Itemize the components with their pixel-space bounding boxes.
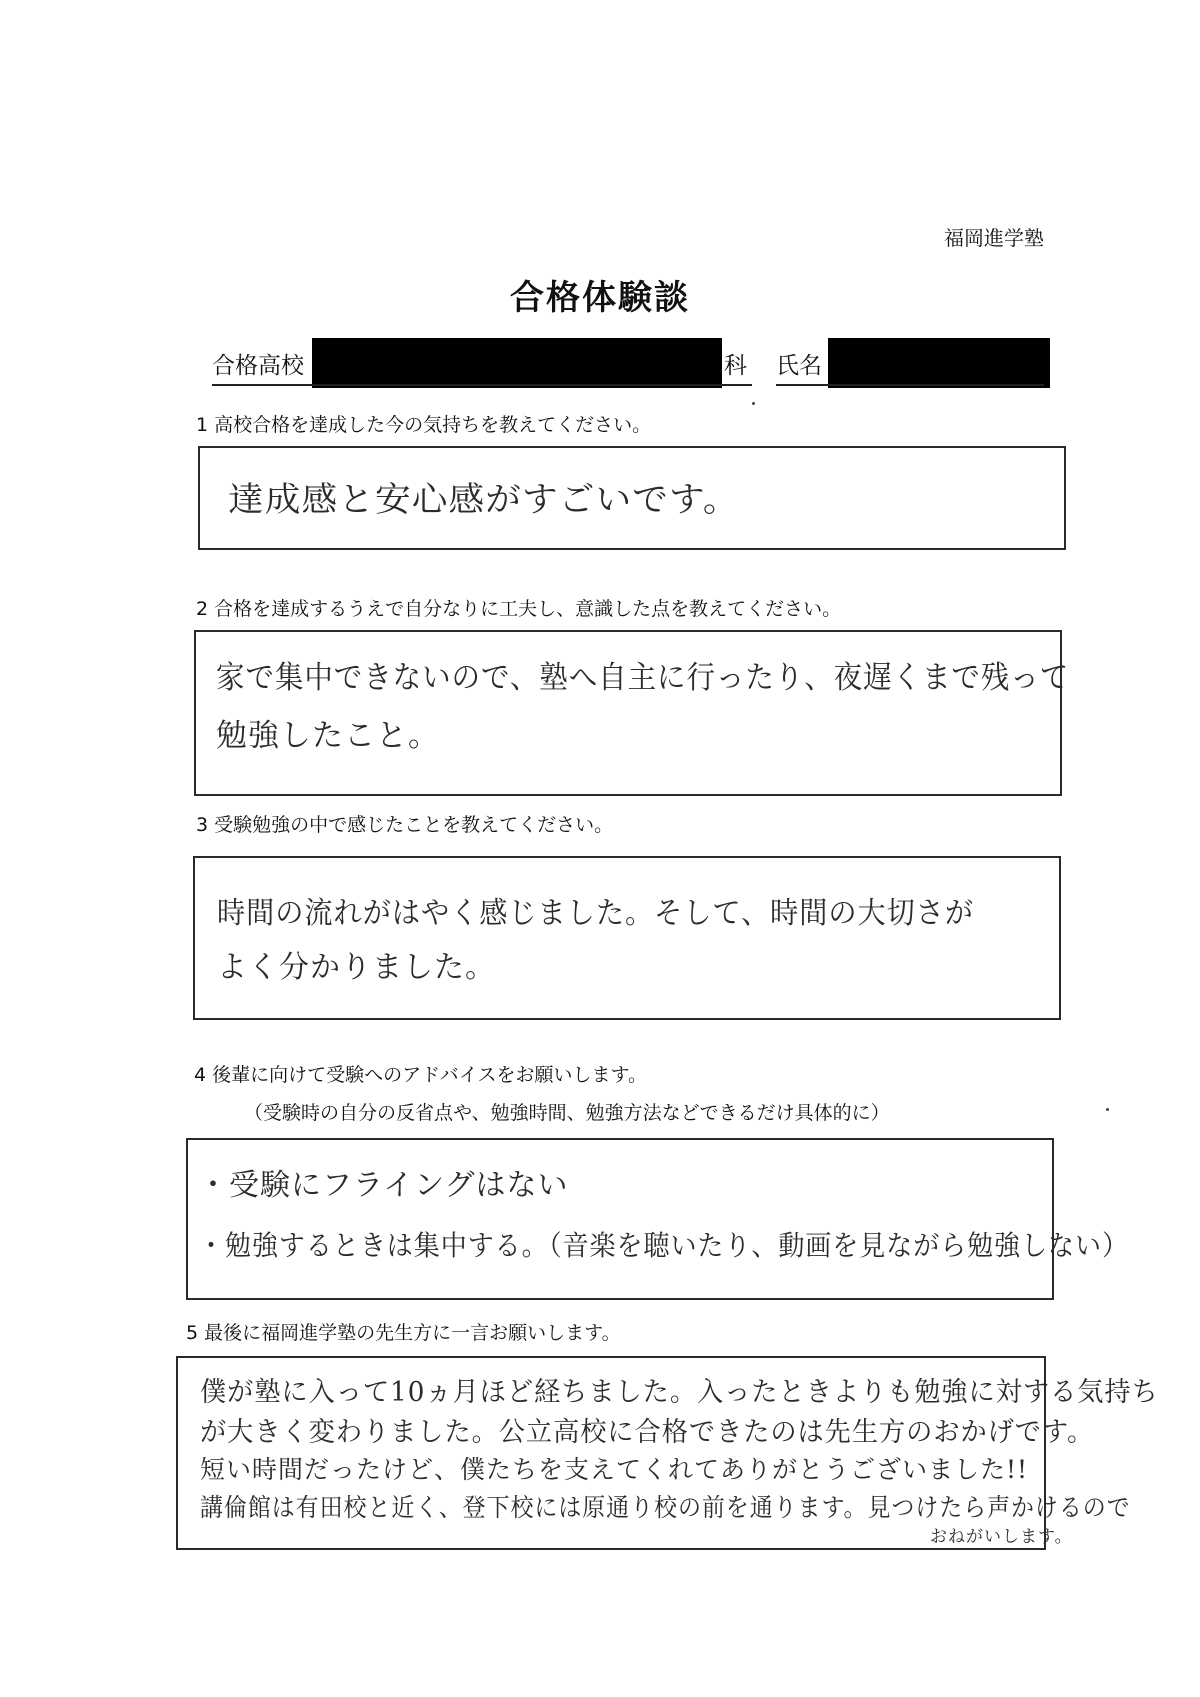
- course-label: 科: [724, 353, 747, 379]
- page-title: 合格体験談: [510, 278, 690, 318]
- scan-speck: [1106, 1108, 1109, 1111]
- answer-3-box: [193, 856, 1061, 1020]
- question-4-label: 4 後輩に向けて受験へのアドバイスをお願いします。: [194, 1064, 648, 1086]
- answer-5-line-3: 短い時間だったけど、僕たちを支えてくれてありがとうございました!!: [200, 1455, 1029, 1484]
- answer-5-line-4: 講倫館は有田校と近く、登下校には原通り校の前を通ります。見つけたら声かけるので: [200, 1493, 1131, 1522]
- answer-1-line-1: 達成感と安心感がすごいです。: [228, 480, 740, 520]
- question-4-sublabel: （受験時の自分の反省点や、勉強時間、勉強方法などできるだけ具体的に）: [244, 1102, 890, 1124]
- answer-4-line-2-text: 勉強するときは集中する。（音楽を聴いたり、動画を見ながら勉強しない）: [224, 1229, 1129, 1262]
- answer-3-line-1: 時間の流れがはやく感じました。そして、時間の大切さが: [217, 896, 975, 931]
- answer-4-line-1-text: 受験にフライングはない: [229, 1168, 569, 1203]
- answer-2-line-1: 家で集中できないので、塾へ自主に行ったり、夜遅くまで残って: [216, 660, 1070, 696]
- answer-5-box: [176, 1356, 1159, 1550]
- answer-4-box: [186, 1138, 1129, 1300]
- answer-5-line-5: おねがいします。: [930, 1527, 1073, 1547]
- redacted-school: [312, 338, 722, 388]
- organization-name: 福岡進学塾: [944, 226, 1044, 250]
- answer-4-line-2: ・勉強するときは集中する。（音楽を聴いたり、動画を見ながら勉強しない）: [198, 1229, 1129, 1262]
- answer-1-box: [198, 446, 1066, 550]
- answer-5-line-2: が大きく変わりました。公立高校に合格できたのは先生方のおかげです。: [200, 1417, 1095, 1448]
- answer-5-line-1: 僕が塾に入って10ヵ月ほど経ちました。入ったときよりも勉強に対する気持ち: [200, 1377, 1159, 1408]
- school-underline: [212, 384, 752, 386]
- name-underline: [776, 384, 1044, 386]
- name-label: 氏名: [776, 353, 822, 379]
- question-5-label: 5 最後に福岡進学塾の先生方に一言お願いします。: [186, 1322, 621, 1344]
- question-1-label: 1 高校合格を達成した今の気持ちを教えてください。: [196, 414, 652, 436]
- question-2-label: 2 合格を達成するうえで自分なりに工夫し、意識した点を教えてください。: [196, 598, 842, 620]
- school-label: 合格高校: [212, 353, 304, 379]
- answer-2-line-2: 勉強したこと。: [216, 718, 440, 754]
- answer-2-box: [194, 630, 1070, 796]
- question-3-label: 3 受験勉強の中で感じたことを教えてください。: [196, 814, 614, 836]
- answer-3-line-2: よく分かりました。: [217, 950, 496, 985]
- scan-speck: [752, 402, 755, 405]
- answer-4-line-1: ・受験にフライングはない: [198, 1168, 569, 1203]
- redacted-name: [828, 338, 1050, 388]
